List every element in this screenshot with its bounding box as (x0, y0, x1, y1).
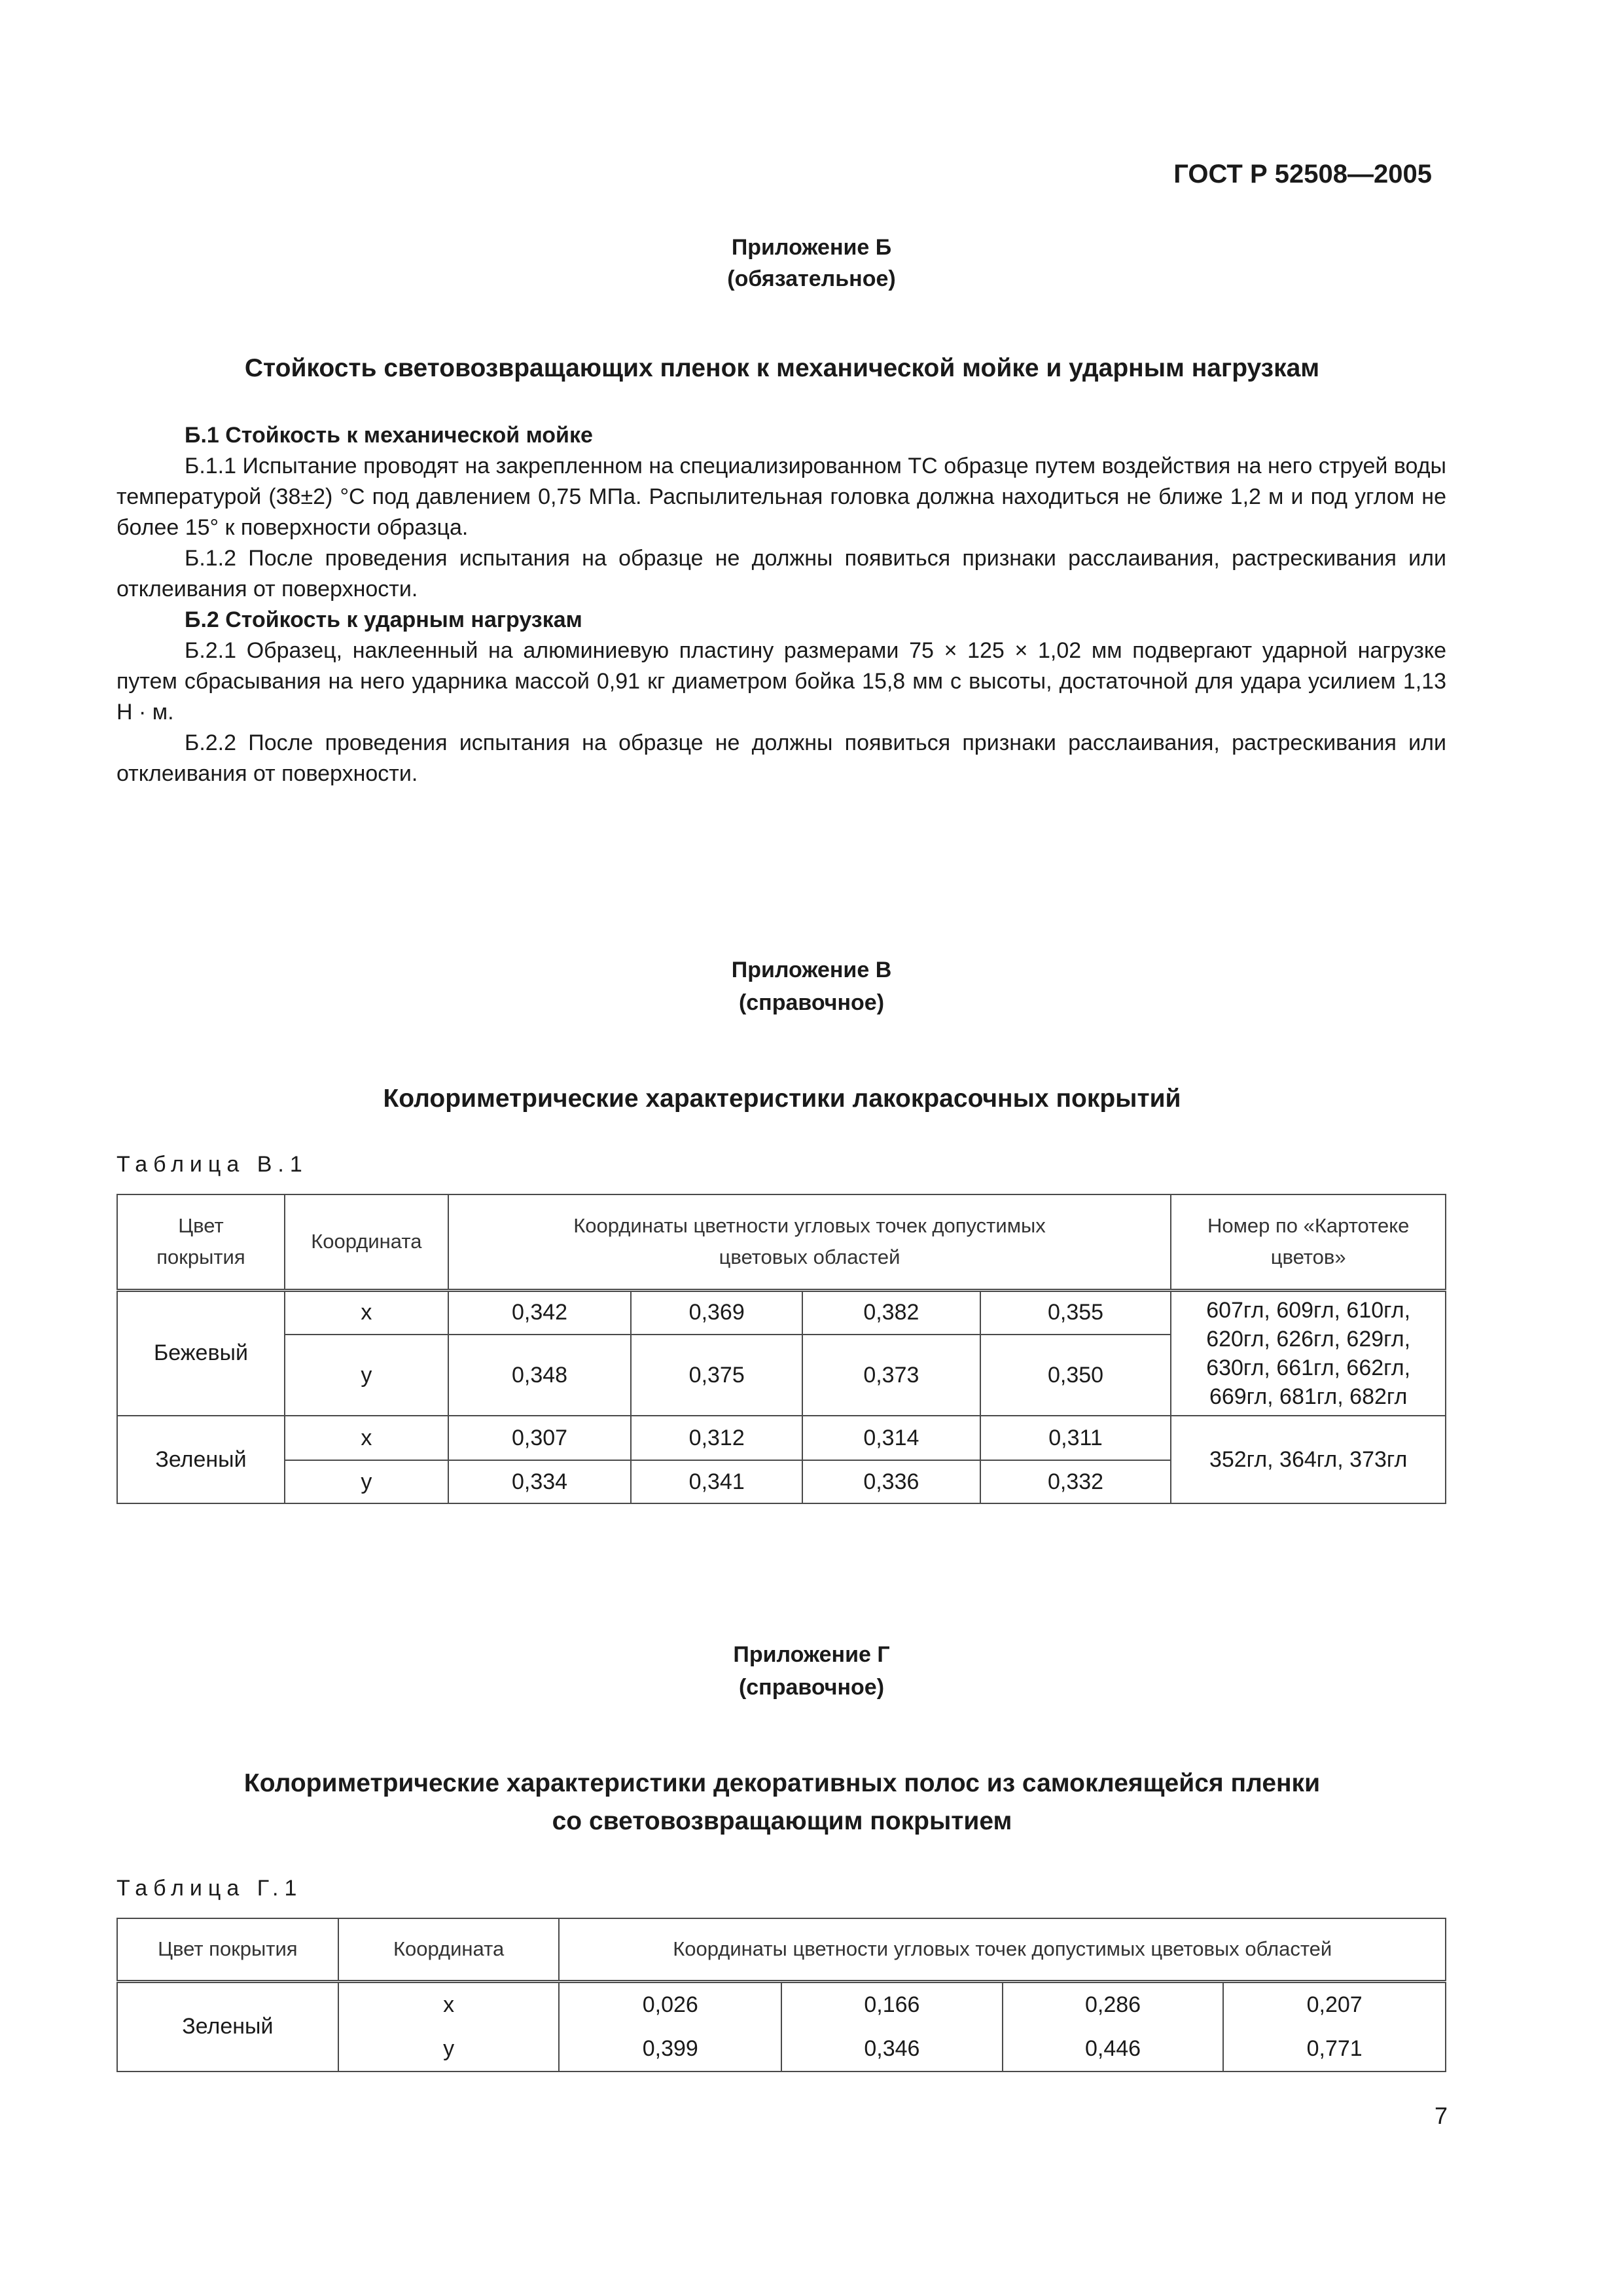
table-cell: 352гл, 364гл, 373гл (1171, 1416, 1446, 1503)
table-cell: 0,312 (631, 1416, 802, 1460)
table-g1-caption: Таблица Г.1 (116, 1876, 303, 1901)
table-cell: 607гл, 609гл, 610гл, 620гл, 626гл, 629гл, 630гл, 661гл, 662гл, 669гл, 681гл, 682гл (1171, 1290, 1446, 1416)
table-v1-header-catalog: Номер по «Картотеке цветов» (1171, 1194, 1446, 1290)
table-row (117, 1981, 1446, 2027)
paragraph-b1-1: Б.1.1 Испытание проводят на закрепленном на специализированном ТС образце путем воздействия на него струей воды температурой (38±2) °С под давлением 0,75 МПа. Распылительная головка должна находиться не ближе 1,2 м и под углом не более 15° к поверхности образца. (116, 454, 1446, 540)
table-cell: 0,314 (802, 1416, 980, 1460)
table-cell: 0,332 (980, 1460, 1171, 1503)
table-v1-header-color: Цвет покрытия (117, 1194, 285, 1290)
annex-b-status: (обязательное) (727, 266, 896, 291)
table-cell: 0,336 (802, 1460, 980, 1503)
annex-v-status: (справочное) (738, 990, 885, 1015)
table-cell: Бежевый (117, 1290, 285, 1416)
section-b1-heading: Б.1 Стойкость к механической мойке (185, 423, 593, 448)
table-g1 (116, 1918, 1446, 2072)
table-row (117, 1416, 1446, 1460)
page-number: 7 (1434, 2102, 1448, 2129)
paragraph-b2-2: Б.2.2 После проведения испытания на образце не должны появиться признаки расслаивания, растрескивания или отклеивания от поверхности. (116, 730, 1446, 786)
table-cell: 0,166 (781, 1981, 1003, 2027)
table-v1 (116, 1194, 1446, 1504)
table-cell: 0,207 (1223, 1981, 1446, 2027)
table-cell: x (338, 1981, 560, 2027)
table-cell: 0,375 (631, 1335, 802, 1416)
annex-g-status: (справочное) (738, 1675, 885, 1700)
table-cell: 0,026 (559, 1981, 781, 2027)
table-row (117, 1290, 1446, 1335)
annex-b-title: Приложение Б (731, 235, 892, 260)
table-cell: 0,342 (448, 1290, 632, 1335)
table-v1-caption: Таблица В.1 (116, 1152, 308, 1177)
table-g1-header-coordinate: Координата (338, 1918, 560, 1981)
table-cell: 0,311 (980, 1416, 1171, 1460)
table-cell: 0,346 (781, 2027, 1003, 2072)
table-cell: Зеленый (117, 1416, 285, 1503)
annex-b-body (116, 420, 1446, 789)
table-cell: 0,334 (448, 1460, 632, 1503)
table-cell: 0,446 (1003, 2027, 1224, 2072)
table-cell: 0,307 (448, 1416, 632, 1460)
table-cell: y (285, 1460, 448, 1503)
table-cell: 0,348 (448, 1335, 632, 1416)
table-cell: x (285, 1416, 448, 1460)
table-cell: 0,341 (631, 1460, 802, 1503)
table-cell: y (285, 1335, 448, 1416)
annex-b-heading: Стойкость световозвращающих пленок к механической мойке и ударным нагрузкам (244, 354, 1320, 382)
table-cell: x (285, 1290, 448, 1335)
table-cell: 0,373 (802, 1335, 980, 1416)
annex-g-heading-line1: Колориметрические характеристики декоративных полос из самоклеящейся пленки (243, 1769, 1321, 1797)
annex-g-title: Приложение Г (733, 1642, 890, 1667)
table-cell: 0,771 (1223, 2027, 1446, 2072)
table-cell: y (338, 2027, 560, 2072)
table-v1-header-chroma: Координаты цветности угловых точек допустимых цветовых областей (448, 1194, 1171, 1290)
paragraph-b1-2: Б.1.2 После проведения испытания на образце не должны появиться признаки расслаивания, растрескивания или отклеивания от поверхности. (116, 546, 1446, 601)
paragraph-b2-1: Б.2.1 Образец, наклеенный на алюминиевую пластину размерами 75 × 125 × 1,02 мм подвергают ударной нагрузке путем сбрасывания на него ударника массой 0,91 кг диаметром бойка 15,8 мм с высоты, достаточной для удара усилием 1,13 Н · м. (116, 638, 1446, 725)
table-cell: 0,369 (631, 1290, 802, 1335)
table-cell: 0,286 (1003, 1981, 1224, 2027)
table-cell: 0,350 (980, 1335, 1171, 1416)
annex-v-title: Приложение В (731, 958, 892, 982)
table-g1-header-chroma: Координаты цветности угловых точек допустимых цветовых областей (559, 1918, 1446, 1981)
section-b2-heading: Б.2 Стойкость к ударным нагрузкам (185, 607, 582, 632)
annex-g-heading-line2: со световозвращающим покрытием (552, 1807, 1012, 1835)
table-cell: 0,355 (980, 1290, 1171, 1335)
table-g1-header-color: Цвет покрытия (117, 1918, 338, 1981)
table-cell: Зеленый (117, 1981, 338, 2072)
table-cell: 0,382 (802, 1290, 980, 1335)
annex-v-heading: Колориметрические характеристики лакокрасочных покрытий (383, 1085, 1181, 1113)
table-cell: 0,399 (559, 2027, 781, 2072)
table-v1-header-coordinate: Координата (285, 1194, 448, 1290)
standard-code: ГОСТ Р 52508—2005 (1173, 160, 1432, 188)
